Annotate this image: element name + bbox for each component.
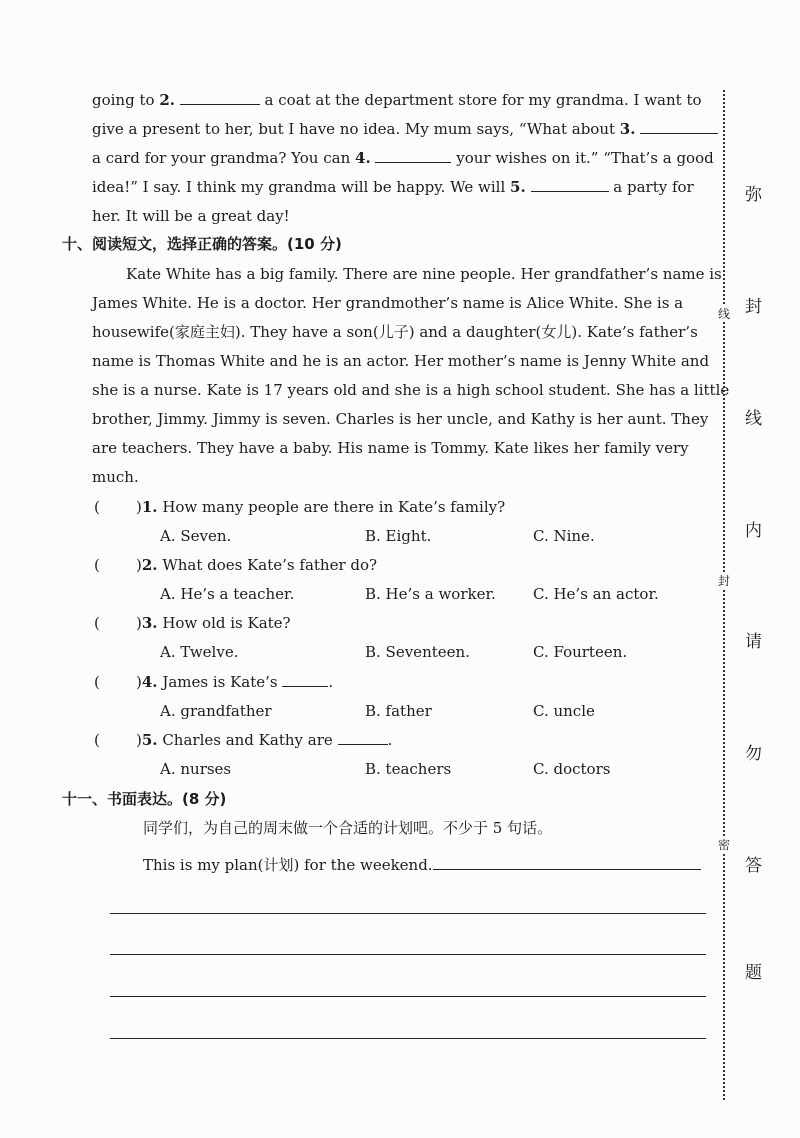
passage-text: a card for your grandma? You can xyxy=(92,149,351,167)
passage-text: your wishes on it.” “That’s a good xyxy=(456,149,714,167)
paren-close: ) xyxy=(136,731,142,749)
writing-instruction: 同学们，为自己的周末做一个合适的计划吧。不少于 5 句话。 xyxy=(143,819,553,837)
question-2 xyxy=(94,555,377,575)
reading-line-6: brother, Jimmy. Jimmy is seven. Charles is her uncle, and Kathy is her aunt. They xyxy=(92,410,709,428)
answer-paren[interactable]: ( xyxy=(94,673,100,691)
margin-small-label: 线 xyxy=(718,307,731,321)
margin-label: 线 xyxy=(745,409,762,429)
passage-line-4 xyxy=(92,177,694,197)
question-tail: . xyxy=(328,673,334,691)
passage-line-3 xyxy=(92,148,714,168)
answer-blank-3[interactable] xyxy=(640,119,718,134)
margin-label: 请 xyxy=(745,632,762,652)
prompt-text: This is my plan(计划) for the weekend. xyxy=(143,856,433,874)
blank-number: 4. xyxy=(355,149,371,167)
section-11-title: 十一、书面表达。(8 分) xyxy=(62,790,227,808)
passage-line-2 xyxy=(92,119,718,139)
q3-option-a[interactable]: A. Twelve. xyxy=(160,643,239,661)
question-text: James is Kate’s xyxy=(162,673,278,691)
question-number: 3. xyxy=(141,614,158,632)
question-number: 4. xyxy=(141,673,158,691)
passage-text: going to xyxy=(92,91,155,109)
passage-text: idea!” I say. I think my grandma will be happy. We will xyxy=(92,178,506,196)
q4-option-b[interactable]: B. father xyxy=(365,702,432,720)
writing-line-4[interactable] xyxy=(110,1038,706,1039)
q1-option-a[interactable]: A. Seven. xyxy=(160,527,232,545)
writing-line-0[interactable] xyxy=(433,855,701,870)
q5-option-a[interactable]: A. nurses xyxy=(160,760,232,778)
question-1 xyxy=(94,497,505,517)
passage-line-1 xyxy=(92,90,702,110)
answer-blank-2[interactable] xyxy=(180,90,260,105)
answer-blank-5[interactable] xyxy=(531,177,609,192)
blank-number: 2. xyxy=(159,91,175,109)
question-tail: . xyxy=(387,731,393,749)
passage-line-5: her. It will be a great day! xyxy=(92,207,290,225)
writing-line-2[interactable] xyxy=(110,954,706,955)
passage-text: a party for xyxy=(613,178,694,196)
margin-label: 弥 xyxy=(745,185,762,205)
answer-paren[interactable]: ( xyxy=(94,498,100,516)
q4-option-a[interactable]: A. grandfather xyxy=(160,702,272,720)
question-text: How many people are there in Kate’s family? xyxy=(162,498,506,516)
q2-option-a[interactable]: A. He’s a teacher. xyxy=(160,585,295,603)
question-number: 5. xyxy=(141,731,158,749)
q3-option-b[interactable]: B. Seventeen. xyxy=(365,643,470,661)
q5-option-c[interactable]: C. doctors xyxy=(533,760,611,778)
paren-close: ) xyxy=(136,614,142,632)
q4-option-c[interactable]: C. uncle xyxy=(533,702,595,720)
margin-label: 内 xyxy=(745,521,762,541)
q2-option-c[interactable]: C. He’s an actor. xyxy=(533,585,659,603)
question-number: 2. xyxy=(141,556,158,574)
reading-line-2: James White. He is a doctor. Her grandmother’s name is Alice White. She is a xyxy=(92,294,684,312)
passage-text: a coat at the department store for my grandma. I want to xyxy=(264,91,702,109)
paren-close: ) xyxy=(136,673,142,691)
margin-label: 勿 xyxy=(745,744,762,764)
blank-number: 5. xyxy=(510,178,526,196)
reading-line-7: are teachers. They have a baby. His name is Tommy. Kate likes her family very xyxy=(92,439,689,457)
reading-line-1: Kate White has a big family. There are nine people. Her grandfather’s name is xyxy=(126,265,722,283)
q5-answer-blank[interactable] xyxy=(338,730,388,745)
question-text: What does Kate’s father do? xyxy=(162,556,378,574)
q2-option-b[interactable]: B. He’s a worker. xyxy=(365,585,496,603)
question-text: How old is Kate? xyxy=(162,614,291,632)
reading-line-8: much. xyxy=(92,468,139,486)
question-text: Charles and Kathy are xyxy=(162,731,333,749)
margin-small-label: 封 xyxy=(718,574,731,588)
binding-dotted-line xyxy=(723,90,725,1100)
question-3 xyxy=(94,613,291,633)
q5-option-b[interactable]: B. teachers xyxy=(365,760,452,778)
reading-line-3: housewife(家庭主妇). They have a son(儿子) and a daughter(女儿). Kate’s father’s xyxy=(92,323,698,341)
blank-number: 3. xyxy=(619,120,636,138)
margin-small-label: 密 xyxy=(718,838,731,852)
margin-label: 答 xyxy=(745,856,762,876)
answer-paren[interactable]: ( xyxy=(94,614,100,632)
paren-close: ) xyxy=(136,498,142,516)
paren-close: ) xyxy=(136,556,142,574)
question-5 xyxy=(94,730,392,750)
writing-line-1[interactable] xyxy=(110,913,706,914)
q3-option-c[interactable]: C. Fourteen. xyxy=(533,643,628,661)
q4-answer-blank[interactable] xyxy=(282,672,328,687)
reading-line-5: she is a nurse. Kate is 17 years old and she is a high school student. She has a little xyxy=(92,381,730,399)
section-10-title: 十、阅读短文，选择正确的答案。(10 分) xyxy=(62,235,342,253)
passage-text: give a present to her, but I have no idea. My mum says, “What about xyxy=(92,120,616,138)
question-4 xyxy=(94,672,333,692)
answer-blank-4[interactable] xyxy=(375,148,451,163)
margin-label: 题 xyxy=(745,963,762,983)
q1-option-c[interactable]: C. Nine. xyxy=(533,527,595,545)
writing-prompt xyxy=(143,855,701,875)
reading-line-4: name is Thomas White and he is an actor. Her mother’s name is Jenny White and xyxy=(92,352,710,370)
question-number: 1. xyxy=(141,498,158,516)
writing-line-3[interactable] xyxy=(110,996,706,997)
answer-paren[interactable]: ( xyxy=(94,731,100,749)
answer-paren[interactable]: ( xyxy=(94,556,100,574)
margin-label: 封 xyxy=(745,297,762,317)
q1-option-b[interactable]: B. Eight. xyxy=(365,527,432,545)
